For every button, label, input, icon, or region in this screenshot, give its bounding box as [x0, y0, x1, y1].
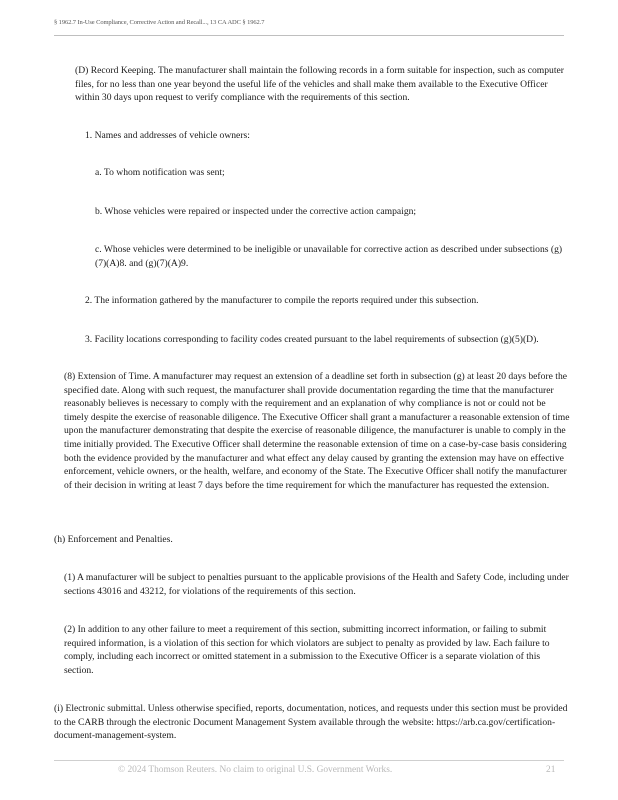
- paragraph-d1c: c. Whose vehicles were determined to be ineligible or unavailable for corrective action as described under subsections (g)(7)(A)8. and (g)(7)(A)9.: [95, 244, 563, 269]
- paragraph-d3: 3. Facility locations corresponding to facility codes created pursuant to the label requirements of subsection (g)(5)(D).: [85, 334, 539, 345]
- paragraph-d1b: b. Whose vehicles were repaired or inspected under the corrective action campaign;: [95, 206, 417, 217]
- running-head: § 1962.7 In-Use Compliance, Corrective Action and Recall..., 13 CA ADC § 1962.7: [54, 19, 265, 26]
- paragraph-d2: 2. The information gathered by the manufacturer to compile the reports required under this subsection.: [85, 295, 479, 306]
- paragraph-d-record-keeping: (D) Record Keeping. The manufacturer shall maintain the following records in a form suitable for inspection, such as computer files, for no less than one year beyond the useful life of the vehicles and shall make them available to the Executive Officer within 30 days upon request to verify compliance with the requirements of this section.: [75, 65, 564, 104]
- paragraph-h1: (1) A manufacturer will be subject to penalties pursuant to the applicable provisions of the Health and Safety Code, including under sections 43016 and 43212, for violations of the requirements of this section.: [64, 572, 569, 597]
- paragraph-g8: (8) Extension of Time. A manufacturer may request an extension of a deadline set forth in subsection (g) at least 20 days before the specified date. Along with such request, the manufacturer shall provide documentation regarding the time that the manufacturer reasonably believes is necessary to comply with the requirement and an explanation of why compliance is not or could not be timely despite the exercise of reasonable diligence. The Executive Officer shall grant a manufacturer a reasonable extension of time upon the manufacturer demonstrating that despite the exercise of reasonable diligence, the manufacturer is unable to comply in the time initially provided. The Executive Officer shall determine the reasonable extension of time on a case-by-case basis considering both the evidence provided by the manufacturer and what effect any delay caused by granting the extension may have on effective enforcement, vehicle owners, or the health, welfare, and economy of the State. The Executive Officer shall notify the manufacturer of their decision in writing at least 7 days before the time requirement for which the manufacturer has requested the extension.: [64, 371, 570, 491]
- paragraph-h: (h) Enforcement and Penalties.: [54, 534, 173, 545]
- paragraph-d1: 1. Names and addresses of vehicle owners:: [85, 130, 250, 141]
- footer-copyright: © 2024 Thomson Reuters. No claim to original U.S. Government Works.: [118, 765, 393, 775]
- footer-rule: [54, 760, 564, 761]
- paragraph-d1a: a. To whom notification was sent;: [95, 167, 225, 178]
- paragraph-i: (i) Electronic submittal. Unless otherwise specified, reports, documentation, notices, and requests under this section must be provided to the CARB through the electronic Document Management System available through the website: https://arb.ca.gov/certification-document-management-system.: [54, 703, 568, 742]
- paragraph-h2: (2) In addition to any other failure to meet a requirement of this section, submitting incorrect information, or failing to submit required information, is a violation of this section for which violators are subject to penalty as provided by law. Each failure to comply, including each incorrect or omitted statement in a submission to the Executive Officer is a separate violation of this section.: [64, 624, 550, 676]
- header-rule: [54, 35, 564, 36]
- page-number: 21: [546, 765, 556, 775]
